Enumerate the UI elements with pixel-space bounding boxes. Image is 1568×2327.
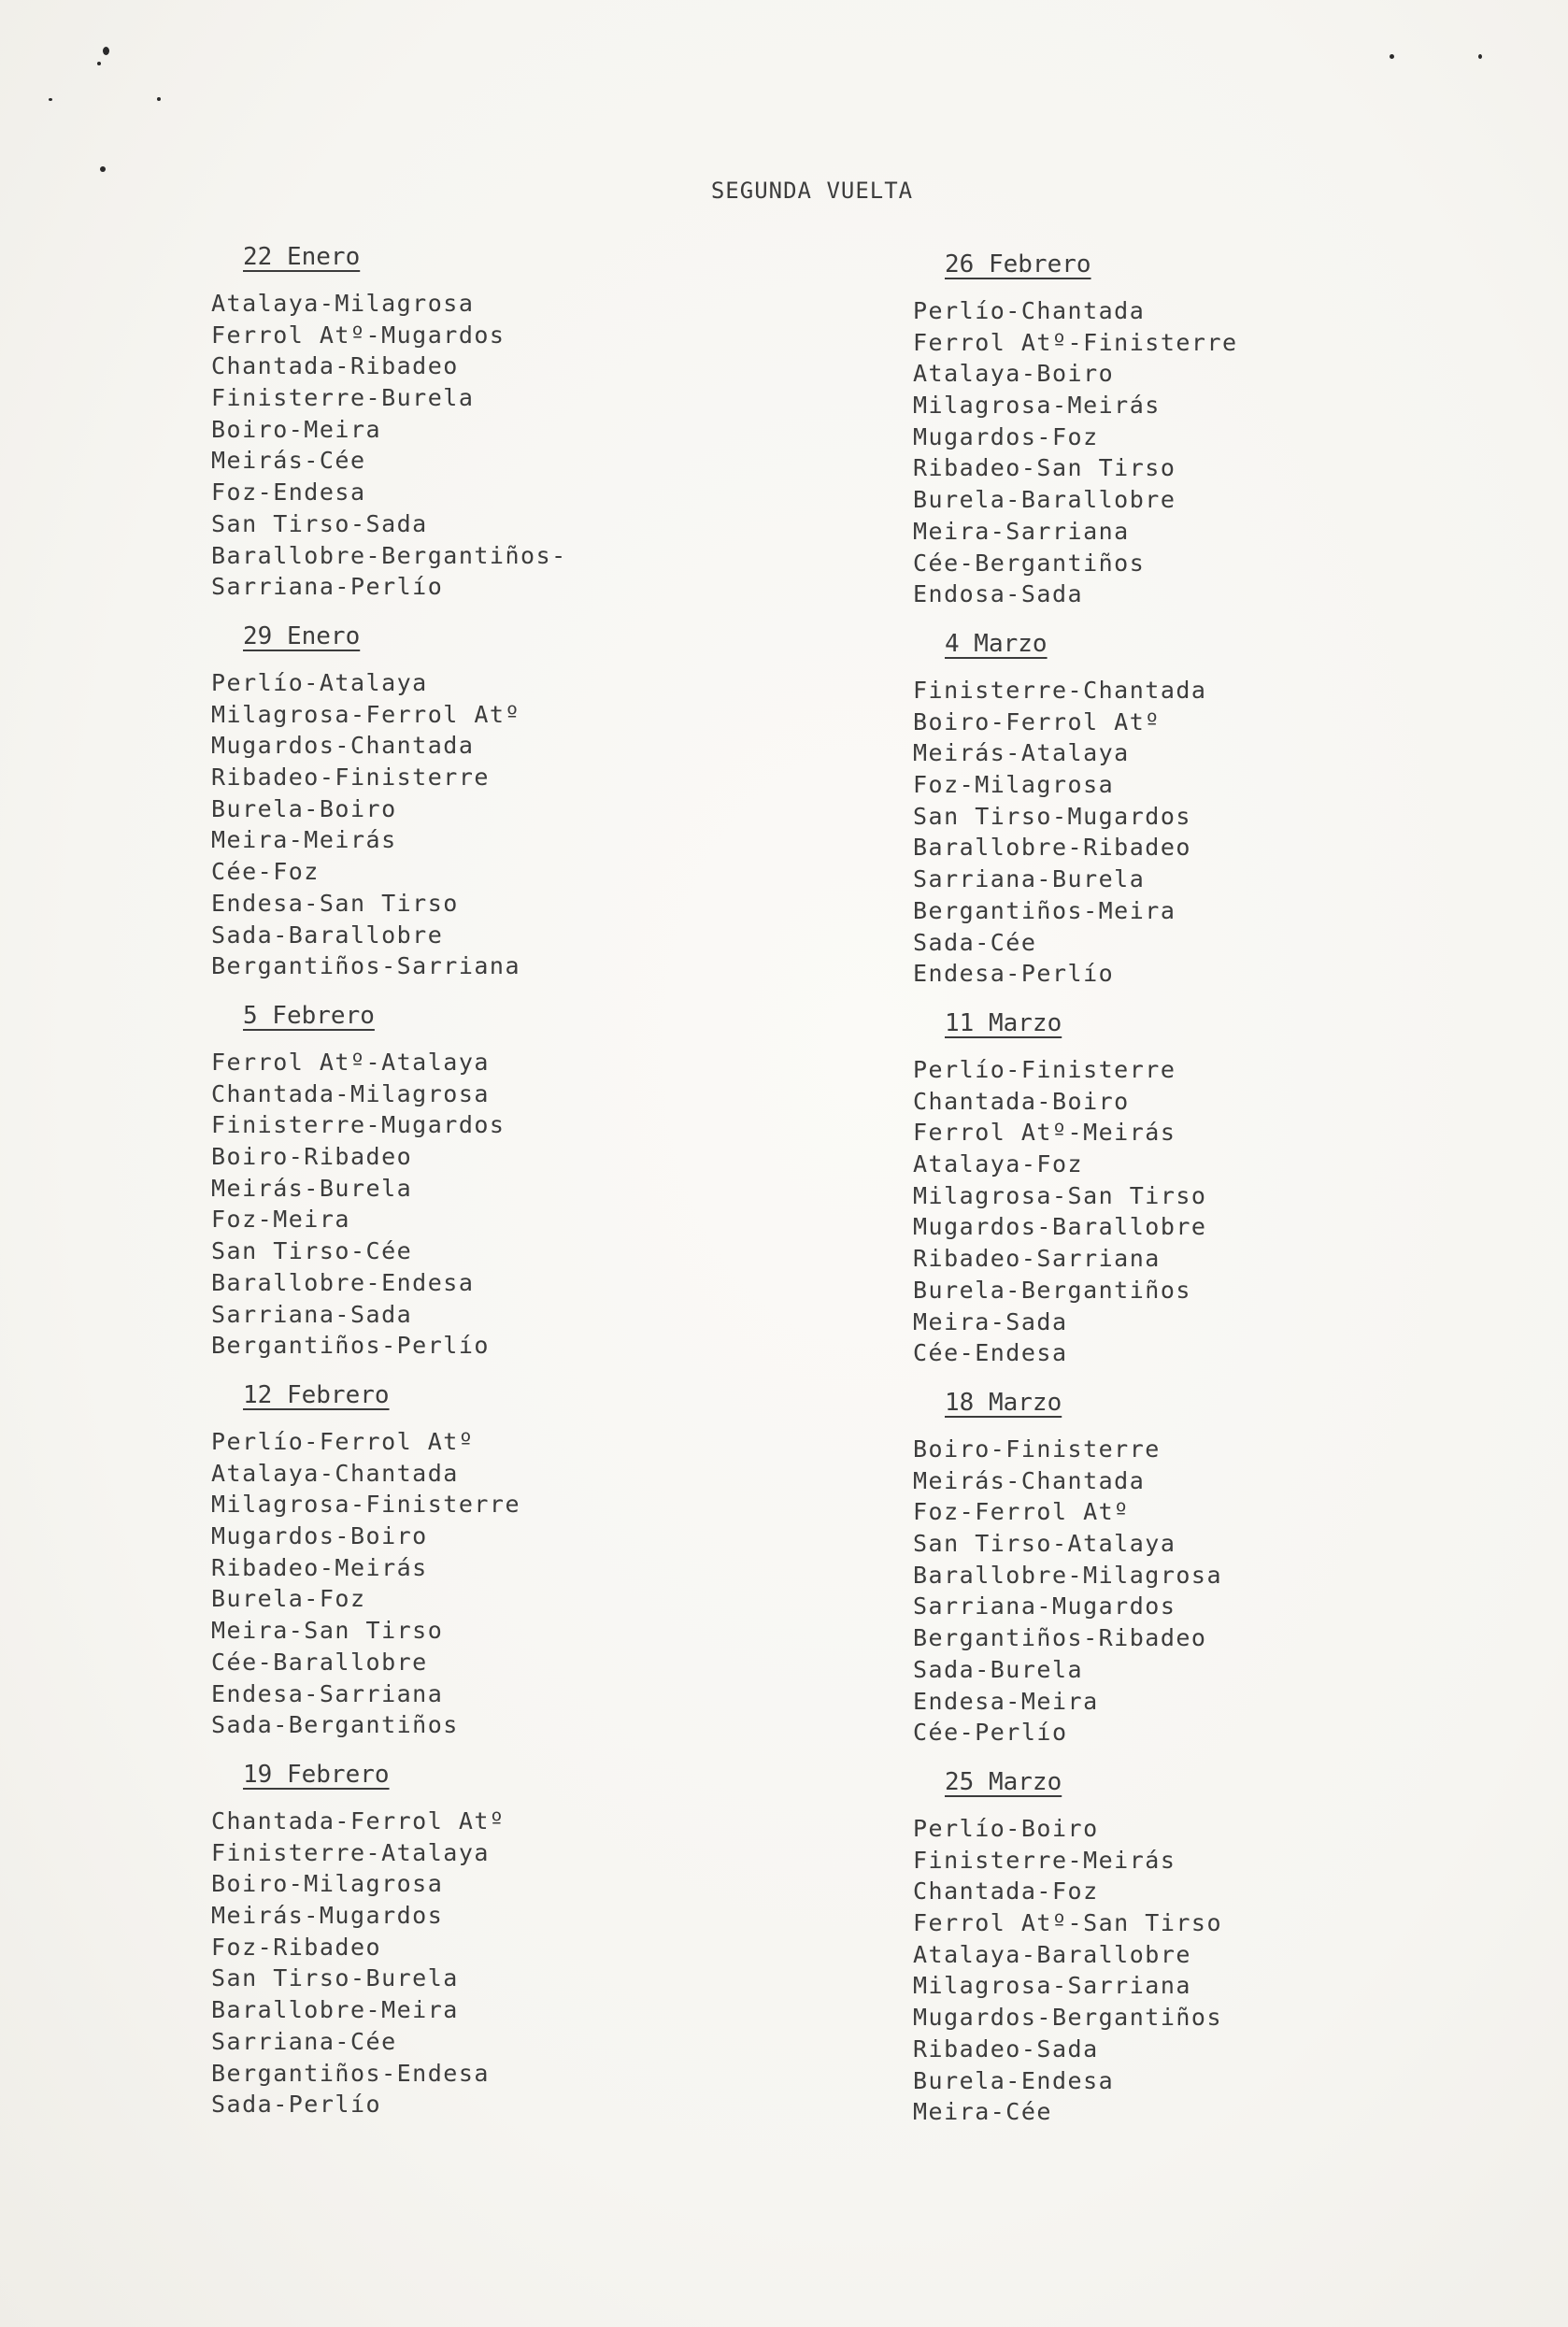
match-line: Burela-Barallobre xyxy=(913,486,1176,514)
match-line: Ribadeo-Sarriana xyxy=(913,1245,1161,1273)
match-line: Cée-Perlío xyxy=(913,1719,1068,1747)
round-date: 18 Marzo xyxy=(945,1389,1062,1417)
match-line: Milagrosa-Ferrol Atº xyxy=(211,700,521,728)
paper-speck xyxy=(103,47,109,55)
match-line: Chantada-Ferrol Atº xyxy=(211,1807,506,1834)
match-line: Foz-Milagrosa xyxy=(913,771,1115,799)
round-block xyxy=(913,246,1568,625)
match-line: Meirás-Cée xyxy=(211,447,366,475)
match-line: Meira-San Tirso xyxy=(211,1617,444,1645)
match-line: Meirás-Mugardos xyxy=(211,1902,444,1930)
page-title: SEGUNDA VUELTA xyxy=(710,178,914,204)
match-line: Sarriana-Perlío xyxy=(211,573,444,601)
match-line: Foz-Ferrol Atº xyxy=(913,1498,1130,1526)
round-date: 25 Marzo xyxy=(945,1768,1062,1796)
match-line: Ferrol Atº-Meirás xyxy=(913,1119,1176,1147)
round-date: 29 Enero xyxy=(243,622,361,650)
match-line: Sarriana-Cée xyxy=(211,2027,397,2055)
match-line: Perlío-Atalaya xyxy=(211,669,428,696)
match-line: Burela-Boiro xyxy=(211,794,397,822)
match-line: Atalaya-Barallobre xyxy=(913,1940,1191,1968)
match-line: Barallobre-Bergantiños- xyxy=(211,541,567,569)
match-line: Sarriana-Sada xyxy=(211,1300,413,1328)
match-line: Foz-Endesa xyxy=(211,478,366,507)
round-date: 19 Febrero xyxy=(243,1761,390,1789)
round-date: 11 Marzo xyxy=(945,1009,1062,1037)
match-line: Meira-Sarriana xyxy=(913,517,1130,545)
match-line: Perlío-Ferrol Atº xyxy=(211,1428,475,1455)
match-line: Atalaya-Chantada xyxy=(211,1459,459,1487)
match-line: Boiro-Finisterre xyxy=(913,1435,1161,1463)
match-line: Barallobre-Meira xyxy=(211,1996,459,2024)
match-line: Barallobre-Ribadeo xyxy=(913,834,1191,862)
match-line: Meirás-Atalaya xyxy=(913,739,1130,767)
match-line: Burela-Foz xyxy=(211,1585,366,1613)
match-line: Chantada-Milagrosa xyxy=(211,1079,490,1107)
match-line: Mugardos-Foz xyxy=(913,422,1099,450)
match-line: Boiro-Ferrol Atº xyxy=(913,707,1161,735)
match-line: Chantada-Ribadeo xyxy=(211,352,459,380)
match-line: Perlío-Finisterre xyxy=(913,1056,1176,1083)
match-line: Ribadeo-Sada xyxy=(913,2034,1099,2063)
match-line: Mugardos-Barallobre xyxy=(913,1213,1207,1241)
round-date: 5 Febrero xyxy=(243,1002,375,1030)
paper-speck xyxy=(97,62,101,65)
match-line: Sada-Burela xyxy=(913,1655,1084,1683)
match-line: Cée-Bergantiños xyxy=(913,549,1146,577)
match-line: Meira-Cée xyxy=(913,2098,1052,2126)
round-block xyxy=(211,238,884,618)
match-line: Mugardos-Chantada xyxy=(211,732,475,760)
match-line: Atalaya-Boiro xyxy=(913,360,1115,388)
schedule-column-right xyxy=(913,246,1568,2143)
match-line: Milagrosa-Finisterre xyxy=(211,1491,521,1519)
match-line: Barallobre-Milagrosa xyxy=(913,1561,1223,1589)
match-line: Foz-Ribadeo xyxy=(211,1933,382,1961)
match-line: Bergantiños-Endesa xyxy=(211,2059,490,2087)
match-line: San Tirso-Mugardos xyxy=(913,802,1191,830)
match-line: Ferrol Atº-San Tirso xyxy=(913,1909,1223,1937)
match-line: Meirás-Chantada xyxy=(913,1466,1146,1494)
match-line: San Tirso-Cée xyxy=(211,1237,413,1265)
match-line: Finisterre-Atalaya xyxy=(211,1838,490,1866)
paper-speck xyxy=(157,97,161,101)
match-line: Sada-Cée xyxy=(913,928,1037,956)
match-line: Atalaya-Foz xyxy=(913,1150,1084,1178)
match-line: Cée-Foz xyxy=(211,858,320,886)
match-line: Cée-Endesa xyxy=(913,1339,1068,1367)
match-line: Milagrosa-Sarriana xyxy=(913,1972,1191,2000)
match-line: Sarriana-Burela xyxy=(913,865,1146,893)
round-block xyxy=(913,1384,1568,1763)
match-line: Cée-Barallobre xyxy=(211,1648,428,1676)
schedule-column-left xyxy=(211,238,884,2135)
match-line: Atalaya-Milagrosa xyxy=(211,290,475,317)
match-line: Meira-Sada xyxy=(913,1307,1068,1335)
match-line: Sada-Perlío xyxy=(211,2091,382,2119)
round-block xyxy=(211,618,884,997)
round-date: 26 Febrero xyxy=(945,250,1091,278)
match-line: Ferrol Atº-Mugardos xyxy=(211,321,506,349)
round-block xyxy=(913,1005,1568,1384)
match-line: Chantada-Foz xyxy=(913,1877,1099,1906)
match-line: Finisterre-Mugardos xyxy=(211,1111,506,1139)
round-block xyxy=(211,1756,884,2135)
match-line: Ribadeo-Meirás xyxy=(211,1553,428,1581)
match-line: Bergantiños-Perlío xyxy=(211,1332,490,1360)
match-line: Ferrol Atº-Finisterre xyxy=(913,328,1238,356)
paper-speck xyxy=(1390,54,1394,59)
match-line: Burela-Bergantiños xyxy=(913,1276,1191,1304)
match-line: Meirás-Burela xyxy=(211,1174,413,1202)
match-line: Bergantiños-Ribadeo xyxy=(913,1624,1207,1652)
round-block xyxy=(913,1763,1568,2143)
match-line: Endesa-Meira xyxy=(913,1687,1099,1715)
match-line: Boiro-Ribadeo xyxy=(211,1143,413,1171)
paper-speck xyxy=(1478,54,1482,59)
match-line: Boiro-Meira xyxy=(211,415,382,443)
match-line: Endesa-Sarriana xyxy=(211,1679,444,1707)
paper-speck xyxy=(49,98,52,101)
round-date: 12 Febrero xyxy=(243,1381,390,1409)
match-line: Finisterre-Meirás xyxy=(913,1846,1176,1874)
match-line: Bergantiños-Meira xyxy=(913,896,1176,924)
match-line: Milagrosa-San Tirso xyxy=(913,1181,1207,1209)
match-line: Mugardos-Bergantiños xyxy=(913,2004,1223,2032)
match-line: Milagrosa-Meirás xyxy=(913,392,1161,420)
match-line: Foz-Meira xyxy=(211,1206,350,1234)
round-block xyxy=(211,997,884,1377)
round-block xyxy=(913,625,1568,1005)
match-line: Burela-Endesa xyxy=(913,2066,1115,2094)
match-line: Endosa-Sada xyxy=(913,580,1084,608)
match-line: Ribadeo-San Tirso xyxy=(913,454,1176,482)
match-line: Ferrol Atº-Atalaya xyxy=(211,1049,490,1076)
round-date: 22 Enero xyxy=(243,243,361,271)
match-line: San Tirso-Sada xyxy=(211,509,428,537)
match-line: Endesa-Perlío xyxy=(913,960,1115,988)
match-line: Barallobre-Endesa xyxy=(211,1268,475,1296)
match-line: Sada-Barallobre xyxy=(211,921,444,949)
match-line: Chantada-Boiro xyxy=(913,1087,1130,1115)
round-block xyxy=(211,1377,884,1756)
match-line: Finisterre-Burela xyxy=(211,384,475,412)
match-line: Boiro-Milagrosa xyxy=(211,1870,444,1898)
match-line: Meira-Meirás xyxy=(211,826,397,854)
match-line: Mugardos-Boiro xyxy=(211,1522,428,1550)
round-date: 4 Marzo xyxy=(945,630,1048,658)
match-line: San Tirso-Burela xyxy=(211,1964,459,1992)
match-line: Bergantiños-Sarriana xyxy=(211,952,521,980)
match-line: Perlío-Chantada xyxy=(913,297,1146,324)
paper-speck xyxy=(100,166,106,172)
match-line: Perlío-Boiro xyxy=(913,1815,1099,1842)
match-line: Ribadeo-Finisterre xyxy=(211,764,490,792)
match-line: San Tirso-Atalaya xyxy=(913,1530,1176,1558)
match-line: Finisterre-Chantada xyxy=(913,677,1207,704)
match-line: Endesa-San Tirso xyxy=(211,889,459,917)
match-line: Sarriana-Mugardos xyxy=(913,1592,1176,1620)
match-line: Sada-Bergantiños xyxy=(211,1711,459,1739)
